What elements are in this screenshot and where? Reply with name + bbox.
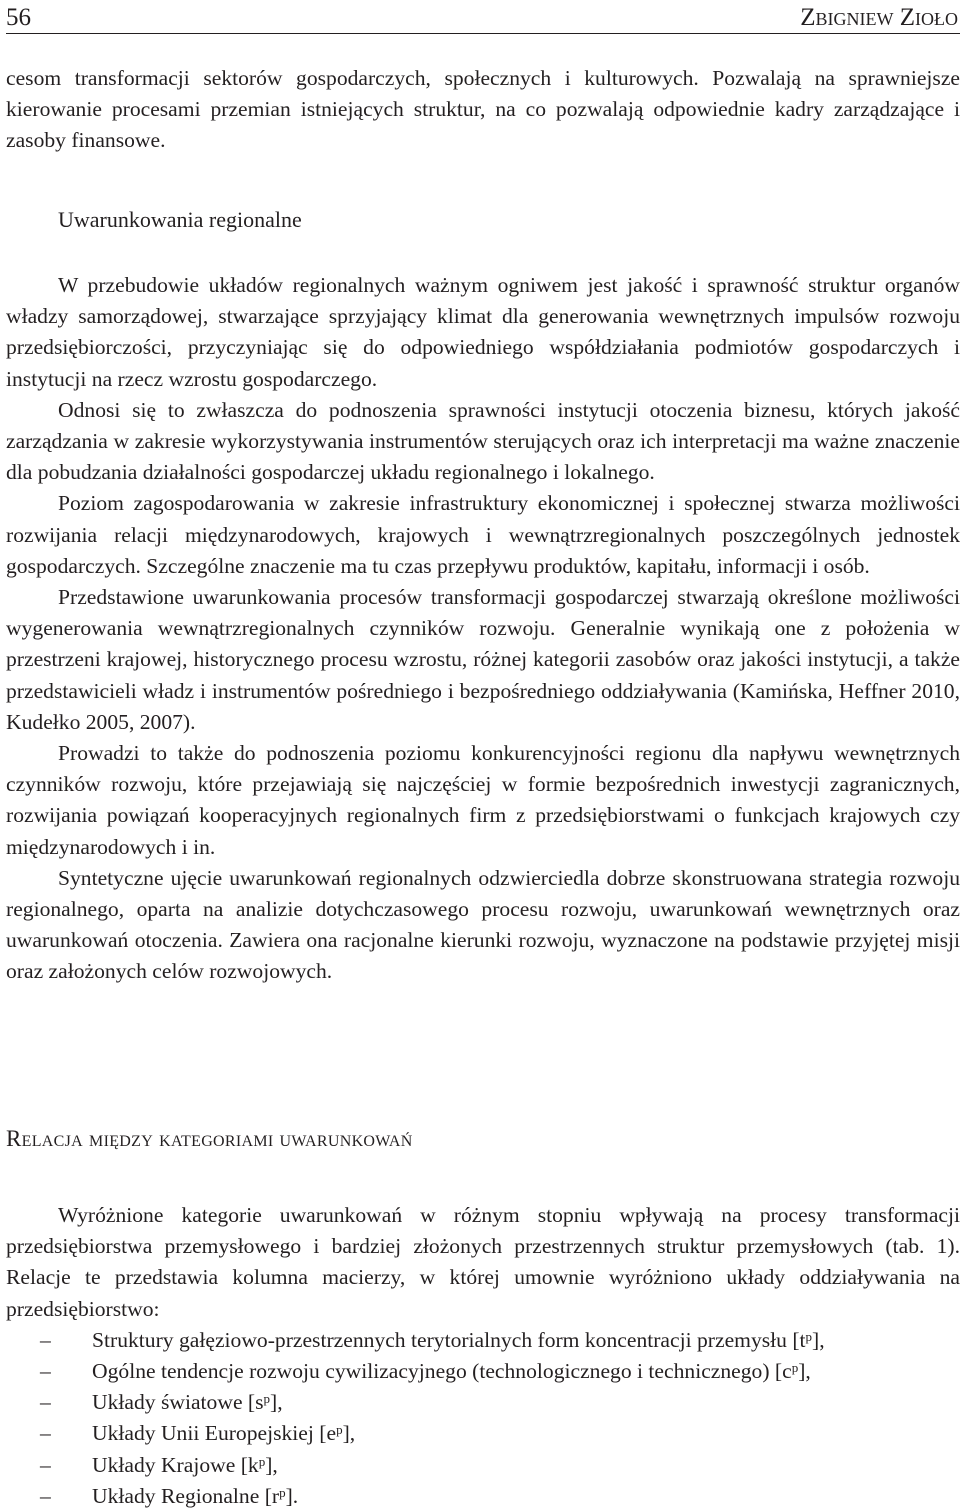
- author-name: Zbigniew Zioło: [800, 4, 958, 31]
- body-paragraph: Odnosi się to zwłaszcza do podnoszenia sprawności instytucji otoczenia biznesu, których jakość zarządzania w zakresie wykorzystywania instrumentów sterujących oraz ich interpretacji ma ważne znaczenie dla pobudzania działalności gospodarczej układu regionalnego i lokalnego.: [6, 397, 960, 485]
- intro-block: [6, 63, 960, 157]
- superscript: p: [791, 1360, 799, 1376]
- body-text: [6, 270, 960, 988]
- list-item: [6, 1450, 960, 1481]
- section-heading: Relacja między kategoriami uwarunkowań: [6, 1126, 413, 1151]
- list-item-end: ],: [812, 1327, 825, 1352]
- intro-paragraph: cesom transformacji sektorów gospodarczych, społecznych i kulturowych. Pozwalają na sprawniejsze kierowanie procesami przemian istniejących struktur, na co pozwalają odpowiednie kadry zarządzające i zasoby finansowe.: [6, 66, 960, 153]
- list-item-text: Układy Regionalne [r: [92, 1483, 280, 1508]
- section-text: [6, 1200, 960, 1512]
- dash-marker: –: [40, 1483, 51, 1508]
- subheading: Uwarunkowania regionalne: [58, 207, 302, 232]
- dash-marker: –: [40, 1421, 51, 1446]
- dash-marker: –: [40, 1327, 51, 1352]
- body-paragraph: Przedstawione uwarunkowania procesów transformacji gospodarczej stwarzają określone możliwości wygenerowania wewnątrzregionalnych czynników rozwoju. Generalnie wynikają one z położenia w przestrzeni krajowej, historycznego procesu wzrostu, różnej kategorii zasobów oraz jakości instytucji, a także przedstawicieli władz i instrumentów pośredniego i bezpośredniego oddziaływania (Kamińska, Heffner 2010, Kudełko 2005, 2007).: [6, 585, 960, 734]
- dash-marker: –: [40, 1390, 51, 1415]
- superscript: p: [279, 1484, 286, 1500]
- dash-marker: –: [40, 1452, 51, 1477]
- list-item-text: Układy Unii Europejskiej [e: [92, 1421, 337, 1446]
- dash-marker: –: [40, 1359, 51, 1384]
- list-item-text: Struktury gałęziowo-przestrzennych terytorialnych form koncentracji przemysłu [t: [92, 1327, 806, 1352]
- superscript: p: [805, 1328, 813, 1344]
- list-item-text: Układy Krajowe [k: [92, 1452, 259, 1477]
- running-header: [6, 0, 960, 34]
- list-item-end: ].: [285, 1483, 299, 1508]
- section-paragraph: Wyróżnione kategorie uwarunkowań w różnym stopniu wpływają na procesy transformacji przedsiębiorstwa przemysłowego i bardziej złożonych przestrzennych struktur przemysłowych (tab. 1). Relacje te przedstawia kolumna macierzy, w której umownie wyróżniono układy oddziaływania na przedsiębiorstwo:: [6, 1203, 960, 1321]
- page-number: 56: [6, 4, 31, 31]
- body-paragraph: Prowadzi to także do podnoszenia poziomu konkurencyjności regionu dla napływu wewnętrznych czynników rozwoju, które przejawiają się najczęściej w formie bezpośrednich inwestycji zagranicznych, rozwijania powiązań kooperacyjnych regionalnych firm z przedsiębiorstwami o funkcjach krajowych czy międzynarodowych i in.: [6, 741, 960, 859]
- list-item: [6, 1356, 960, 1387]
- superscript: p: [263, 1391, 271, 1407]
- list-item: [6, 1418, 960, 1449]
- body-paragraph: Syntetyczne ujęcie uwarunkowań regionalnych odzwierciedla dobrze skonstruowana strategia rozwoju regionalnego, oparta na analizie dotychczasowego procesu rozwoju, uwarunkowań wewnętrznych oraz uwarunkowań otoczenia. Zawiera ona racjonalne kierunki rozwoju, wyznaczone na podstawie przyjętej misji oraz założonych celów rozwojowych.: [6, 865, 960, 984]
- list-item-end: ],: [270, 1390, 283, 1415]
- body-paragraph: W przebudowie układów regionalnych ważnym ogniwem jest jakość i sprawność struktur organów władzy samorządowej, stwarzające sprzyjający klimat dla generowania wewnętrznych impulsów rozwoju przedsiębiorczości, przyczyniając się do odpowiedniego współdziałania podmiotów gospodarczych i instytucji na rzecz wzrostu gospodarczego.: [6, 273, 960, 391]
- list-item-text: Układy światowe [s: [92, 1390, 264, 1415]
- list-item-end: ],: [342, 1421, 356, 1446]
- list-item: [6, 1481, 960, 1512]
- list-item-end: ],: [265, 1452, 278, 1477]
- list-item-end: ],: [798, 1359, 811, 1384]
- bullet-list: [6, 1325, 960, 1512]
- superscript: p: [336, 1422, 343, 1438]
- list-item-text: Ogólne tendencje rozwoju cywilizacyjnego (technologicznego i technicznego) [c: [92, 1359, 792, 1384]
- list-item: [6, 1387, 960, 1418]
- body-paragraph: Poziom zagospodarowania w zakresie infrastruktury ekonomicznej i społecznej stwarza możliwości rozwijania relacji międzynarodowych, krajowych i wewnątrzregionalnych poszczególnych jednostek gospodarczych. Szczególne znaczenie ma tu czas przepływu produktów, kapitału, informacji i osób.: [6, 491, 960, 578]
- list-item: [6, 1325, 960, 1356]
- superscript: p: [258, 1453, 266, 1469]
